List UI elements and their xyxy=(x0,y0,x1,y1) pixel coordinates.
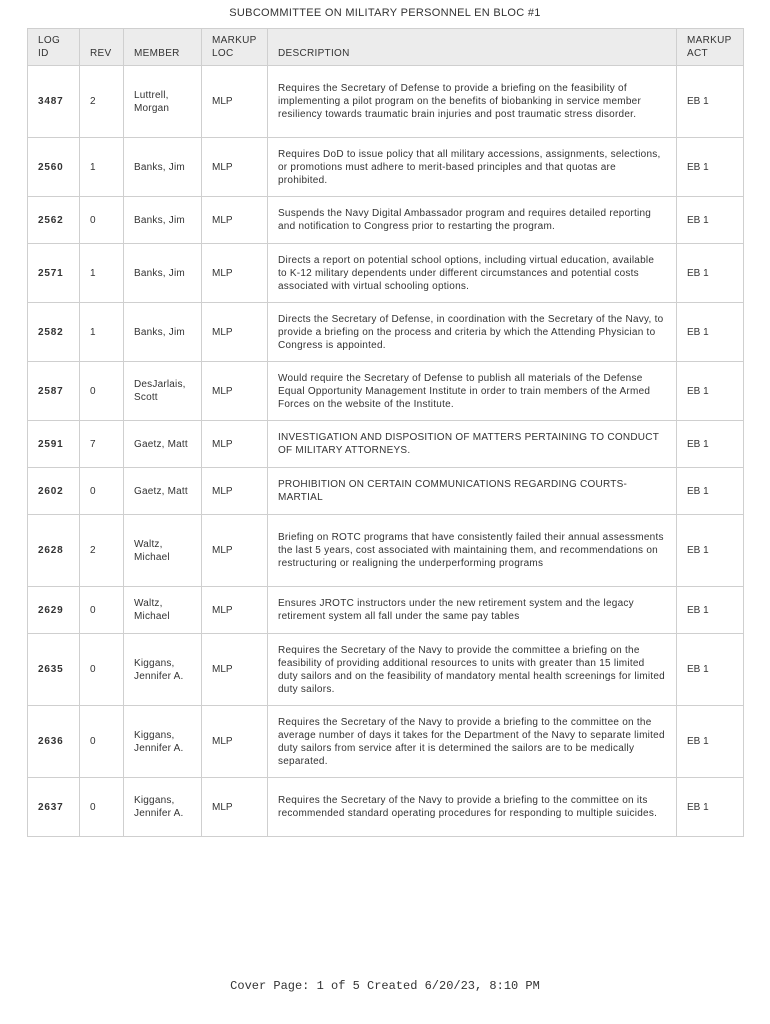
member-cell: Luttrell, Morgan xyxy=(124,66,202,138)
description-cell: INVESTIGATION AND DISPOSITION OF MATTERS PERTAINING TO CONDUCT OF MILITARY ATTORNEYS. xyxy=(268,421,677,468)
log-id-cell: 2629 xyxy=(28,587,80,634)
rev-cell: 2 xyxy=(80,66,124,138)
table-row xyxy=(28,197,744,244)
log-id-cell: 2560 xyxy=(28,138,80,197)
table-row xyxy=(28,778,744,837)
markup-act-cell: EB 1 xyxy=(677,778,744,837)
markup-loc-cell: MLP xyxy=(202,138,268,197)
markup-loc-cell: MLP xyxy=(202,244,268,303)
col-header-description: DESCRIPTION xyxy=(268,29,677,66)
description-cell: PROHIBITION ON CERTAIN COMMUNICATIONS REGARDING COURTS-MARTIAL xyxy=(268,468,677,515)
markup-loc-cell: MLP xyxy=(202,197,268,244)
log-id-cell: 2636 xyxy=(28,706,80,778)
col-header-markup-act: MARKUP ACT xyxy=(677,29,744,66)
markup-loc-cell: MLP xyxy=(202,362,268,421)
table-row xyxy=(28,515,744,587)
table-row xyxy=(28,66,744,138)
rev-cell: 1 xyxy=(80,303,124,362)
member-cell: Banks, Jim xyxy=(124,303,202,362)
rev-cell: 1 xyxy=(80,138,124,197)
rev-cell: 0 xyxy=(80,197,124,244)
description-cell: Would require the Secretary of Defense to publish all materials of the Defense Equal Opportunity Management Institute in order to train members of the Armed Forces on the website of the Institute. xyxy=(268,362,677,421)
rev-cell: 0 xyxy=(80,778,124,837)
table-row xyxy=(28,468,744,515)
description-cell: Directs a report on potential school options, including virtual education, available to K-12 military dependents under different circumstances and potential costs associated with virtual schooling options. xyxy=(268,244,677,303)
member-cell: Banks, Jim xyxy=(124,138,202,197)
rev-cell: 0 xyxy=(80,587,124,634)
markup-act-cell: EB 1 xyxy=(677,468,744,515)
member-cell: Kiggans, Jennifer A. xyxy=(124,634,202,706)
table-row xyxy=(28,138,744,197)
markup-loc-cell: MLP xyxy=(202,303,268,362)
rev-cell: 0 xyxy=(80,634,124,706)
page-footer: Cover Page: 1 of 5 Created 6/20/23, 8:10 PM xyxy=(230,979,540,993)
table-row xyxy=(28,421,744,468)
markup-loc-cell: MLP xyxy=(202,587,268,634)
rev-cell: 0 xyxy=(80,706,124,778)
log-id-cell: 2635 xyxy=(28,634,80,706)
markup-act-cell: EB 1 xyxy=(677,706,744,778)
markup-loc-cell: MLP xyxy=(202,515,268,587)
log-id-cell: 2571 xyxy=(28,244,80,303)
col-header-member: MEMBER xyxy=(124,29,202,66)
table-header-row xyxy=(28,29,744,66)
markup-act-cell: EB 1 xyxy=(677,634,744,706)
table-row xyxy=(28,362,744,421)
markup-loc-cell: MLP xyxy=(202,778,268,837)
table-row xyxy=(28,706,744,778)
member-cell: DesJarlais, Scott xyxy=(124,362,202,421)
markup-act-cell: EB 1 xyxy=(677,421,744,468)
table-row xyxy=(28,587,744,634)
markup-act-cell: EB 1 xyxy=(677,197,744,244)
markup-loc-cell: MLP xyxy=(202,421,268,468)
table-row xyxy=(28,303,744,362)
markup-act-cell: EB 1 xyxy=(677,587,744,634)
col-header-markup-loc: MARKUP LOC xyxy=(202,29,268,66)
description-cell: Requires the Secretary of the Navy to provide a briefing to the committee on its recommended standard operating procedures for responding to multiple suicides. xyxy=(268,778,677,837)
log-id-cell: 2582 xyxy=(28,303,80,362)
log-id-cell: 2587 xyxy=(28,362,80,421)
log-id-cell: 3487 xyxy=(28,66,80,138)
markup-act-cell: EB 1 xyxy=(677,244,744,303)
col-header-log-id: LOG ID xyxy=(28,29,80,66)
markup-loc-cell: MLP xyxy=(202,468,268,515)
description-cell: Requires the Secretary of the Navy to provide a briefing to the committee on the average number of days it takes for the Department of the Navy to separate limited duty sailors from service after it is determined the sailors are to be medically separated. xyxy=(268,706,677,778)
markup-loc-cell: MLP xyxy=(202,66,268,138)
rev-cell: 0 xyxy=(80,362,124,421)
member-cell: Gaetz, Matt xyxy=(124,421,202,468)
log-id-cell: 2562 xyxy=(28,197,80,244)
description-cell: Requires DoD to issue policy that all military accessions, assignments, selections, or promotions must adhere to merit-based principles and that quotas are prohibited. xyxy=(268,138,677,197)
member-cell: Kiggans, Jennifer A. xyxy=(124,706,202,778)
rev-cell: 2 xyxy=(80,515,124,587)
rev-cell: 7 xyxy=(80,421,124,468)
description-cell: Requires the Secretary of Defense to provide a briefing on the feasibility of implementing a pilot program on the benefits of biobanking in service member resiliency towards traumatic brain injuries and post traumatic stress disorder. xyxy=(268,66,677,138)
markup-act-cell: EB 1 xyxy=(677,303,744,362)
markup-loc-cell: MLP xyxy=(202,706,268,778)
markup-act-cell: EB 1 xyxy=(677,362,744,421)
markup-act-cell: EB 1 xyxy=(677,515,744,587)
log-id-cell: 2602 xyxy=(28,468,80,515)
member-cell: Waltz, Michael xyxy=(124,587,202,634)
description-cell: Directs the Secretary of Defense, in coordination with the Secretary of the Navy, to provide a briefing on the process and criteria by which the Attending Physician to Congress is appointed. xyxy=(268,303,677,362)
markup-loc-cell: MLP xyxy=(202,634,268,706)
rev-cell: 1 xyxy=(80,244,124,303)
rev-cell: 0 xyxy=(80,468,124,515)
member-cell: Gaetz, Matt xyxy=(124,468,202,515)
description-cell: Suspends the Navy Digital Ambassador program and requires detailed reporting and notification to Congress prior to restarting the program. xyxy=(268,197,677,244)
markup-act-cell: EB 1 xyxy=(677,66,744,138)
member-cell: Banks, Jim xyxy=(124,197,202,244)
member-cell: Waltz, Michael xyxy=(124,515,202,587)
col-header-rev: REV xyxy=(80,29,124,66)
description-cell: Ensures JROTC instructors under the new retirement system and the legacy retirement system all fall under the same pay tables xyxy=(268,587,677,634)
table-row xyxy=(28,244,744,303)
en-bloc-table xyxy=(27,28,744,837)
log-id-cell: 2628 xyxy=(28,515,80,587)
log-id-cell: 2637 xyxy=(28,778,80,837)
member-cell: Kiggans, Jennifer A. xyxy=(124,778,202,837)
member-cell: Banks, Jim xyxy=(124,244,202,303)
page-title: SUBCOMMITTEE ON MILITARY PERSONNEL EN BLOC #1 xyxy=(229,7,541,19)
table-row xyxy=(28,634,744,706)
description-cell: Requires the Secretary of the Navy to provide the committee a briefing on the feasibility of providing additional resources to units with greater than 15 limited duty sailors and on the feasibility of mandatory mental health screenings for limited duty sailors. xyxy=(268,634,677,706)
markup-act-cell: EB 1 xyxy=(677,138,744,197)
log-id-cell: 2591 xyxy=(28,421,80,468)
description-cell: Briefing on ROTC programs that have consistently failed their annual assessments the last 5 years, cost associated with maintaining them, and recommendations on restructuring or realigning the underperforming programs xyxy=(268,515,677,587)
